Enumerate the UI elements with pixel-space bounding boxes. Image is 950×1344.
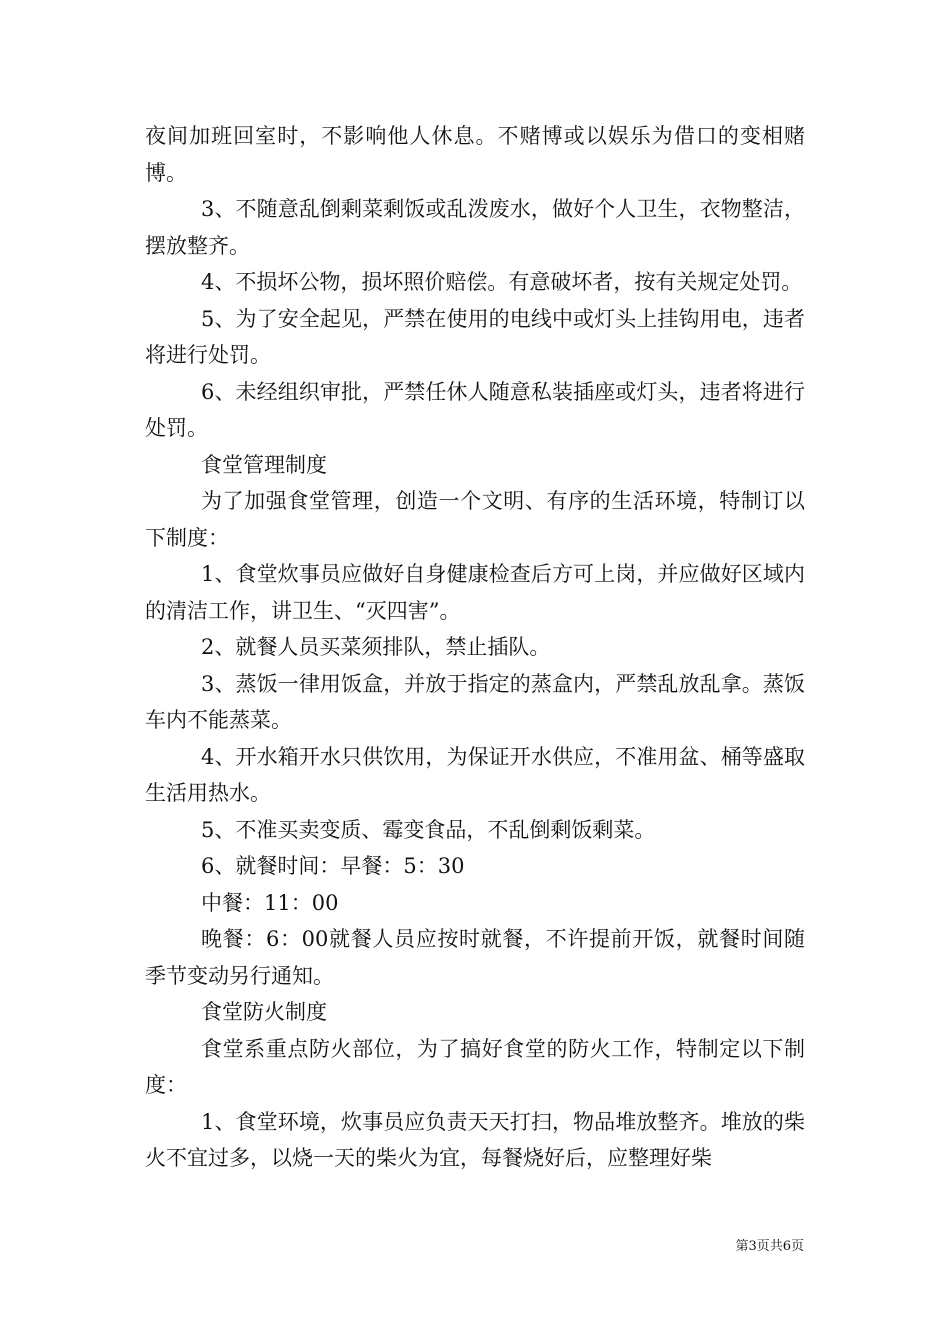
paragraph: 2、就餐人员买菜须排队，禁止插队。 [201, 635, 551, 659]
paragraph: 为了加强食堂管理，创造一个文明、有序的生活环境，特制订以下制度： [145, 489, 805, 550]
paragraph: 食堂系重点防火部位，为了搞好食堂的防火工作，特制定以下制度： [145, 1036, 805, 1097]
paragraph: 5、不准买卖变质、霉变食品，不乱倒剩饭剩菜。 [201, 817, 656, 842]
document-body [145, 118, 805, 1177]
paragraph: 1、食堂环境，炊事员应负责天天打扫，物品堆放整齐。堆放的柴火不宜过多，以烧一天的柴火为宜，每餐烧好后，应整理好柴 [145, 1109, 805, 1170]
paragraph: 6、未经组织审批，严禁任休人随意私装插座或灯头，违者将进行处罚。 [145, 379, 805, 440]
paragraph: 3、不随意乱倒剩菜剩饭或乱泼废水，做好个人卫生，衣物整洁，摆放整齐。 [145, 197, 805, 258]
section-heading: 食堂管理制度 [201, 452, 327, 477]
paragraph: 4、不损坏公物，损坏照价赔偿。有意破坏者，按有关规定处罚。 [201, 270, 803, 294]
paragraph: 晚餐：6：00就餐人员应按时就餐，不许提前开饭，就餐时间随季节变动另行通知。 [145, 927, 805, 988]
paragraph: 中餐：11：00 [201, 890, 339, 915]
paragraph: 6、就餐时间：早餐：5：30 [201, 854, 465, 878]
page-number: 第3页共6页 [735, 1239, 804, 1254]
paragraph: 3、蒸饭一律用饭盒，并放于指定的蒸盒内，严禁乱放乱拿。蒸饭车内不能蒸菜。 [145, 671, 805, 732]
paragraph: 1、食堂炊事员应做好自身健康检查后方可上岗，并应做好区域内的清洁工作，讲卫生、“灭四害”。 [145, 562, 805, 623]
paragraph: 4、开水箱开水只供饮用，为保证开水供应，不准用盆、桶等盛取生活用热水。 [145, 744, 805, 805]
paragraph: 夜间加班回室时，不影响他人休息。不赌博或以娱乐为借口的变相赌博。 [145, 124, 805, 185]
paragraph: 5、为了安全起见，严禁在使用的电线中或灯头上挂钩用电，违者将进行处罚。 [145, 306, 805, 367]
section-heading: 食堂防火制度 [201, 1000, 327, 1024]
